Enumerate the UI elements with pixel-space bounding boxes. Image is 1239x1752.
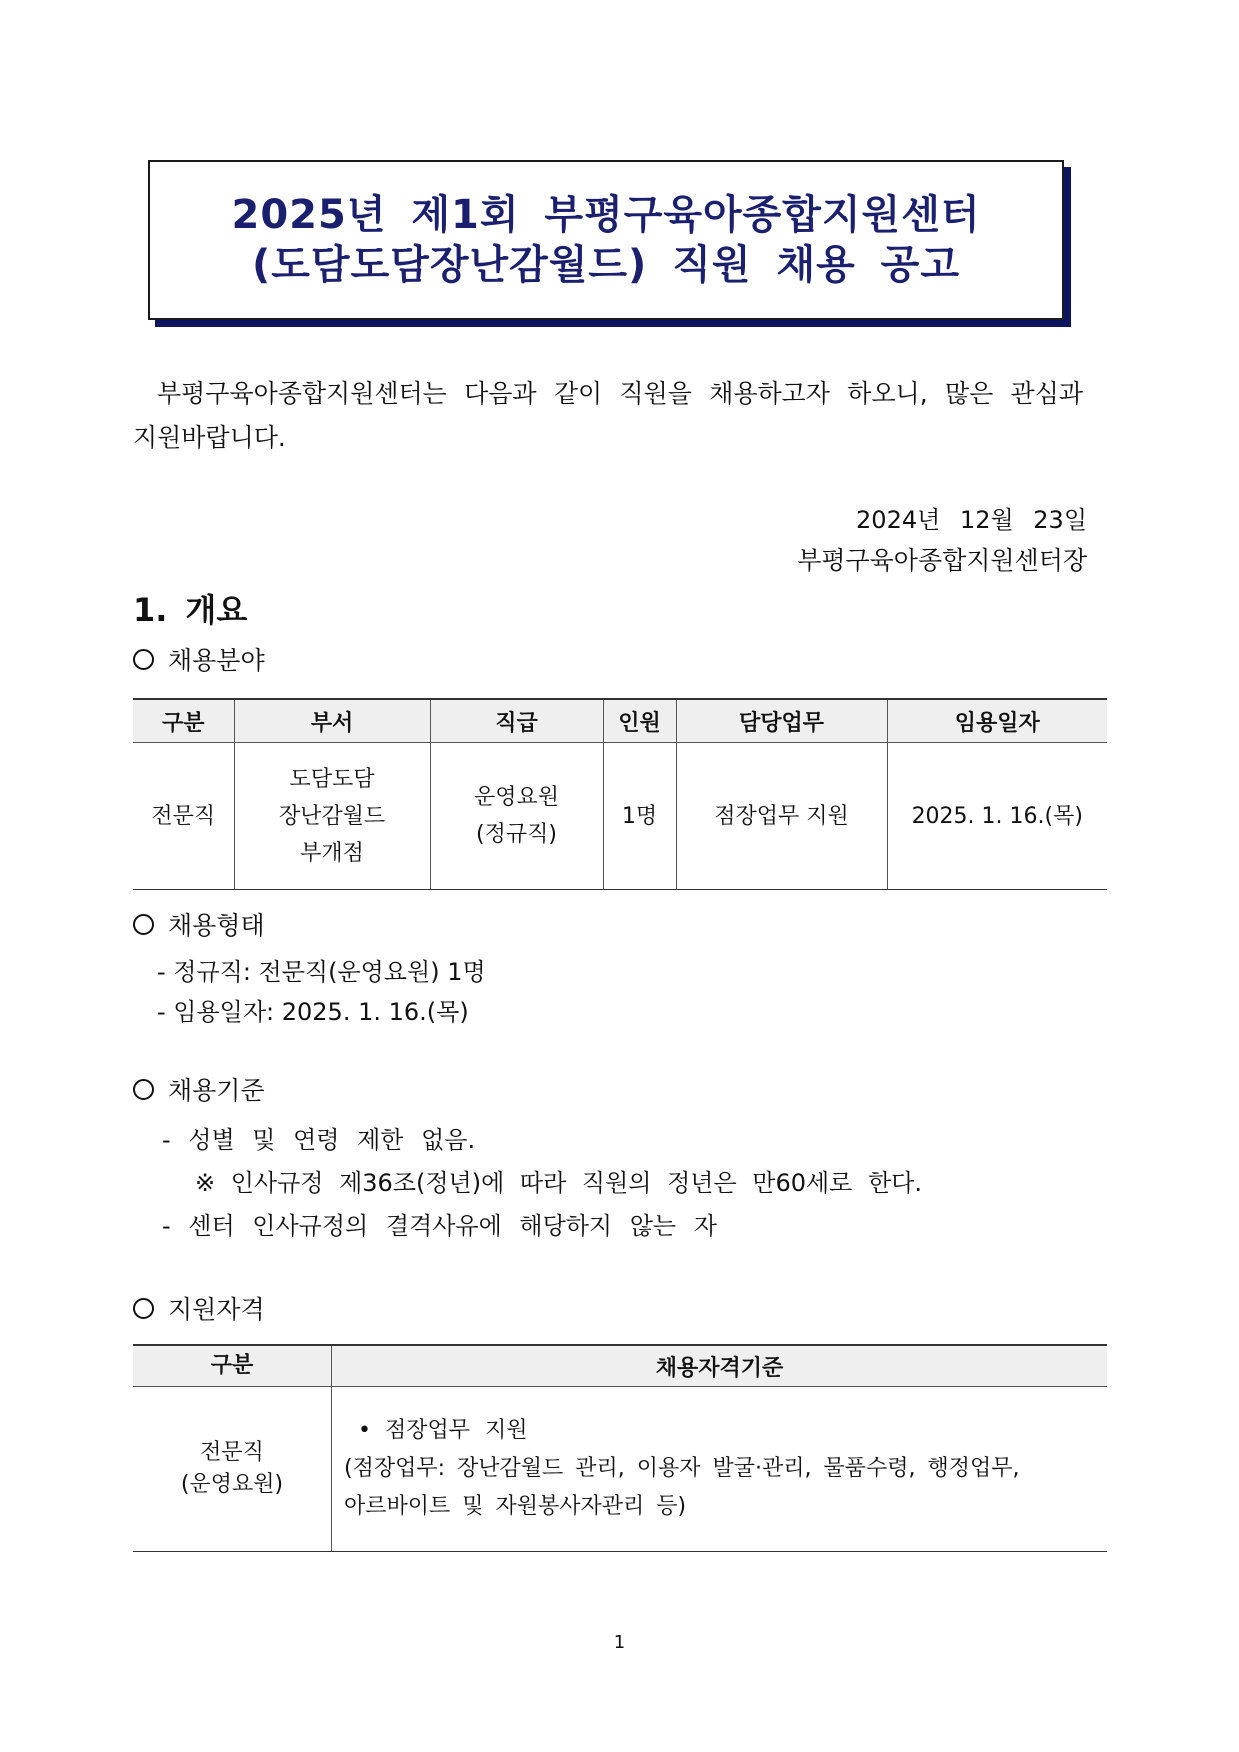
table-header: 담당업무 bbox=[676, 699, 887, 743]
category-line: (운영요원) bbox=[180, 1472, 284, 1497]
recruit-type-heading bbox=[133, 906, 265, 942]
criteria-bullet bbox=[344, 1412, 1106, 1450]
table-header: 채용자격기준 bbox=[332, 1345, 1108, 1387]
qualification-label: 지원자격 bbox=[168, 1295, 265, 1324]
recruit-field-table bbox=[133, 698, 1107, 890]
intro-line-1: 부평구육아종합지원센터는 다음과 같이 직원을 채용하고자 하오니, 많은 관심과 bbox=[157, 379, 1083, 408]
table-header: 임용일자 bbox=[887, 699, 1107, 743]
title-line-1: 2025년 제1회 부평구육아종합지원센터 bbox=[231, 192, 981, 238]
qualification-heading bbox=[133, 1290, 265, 1326]
recruit-type-label: 채용형태 bbox=[168, 911, 265, 940]
table-header-row bbox=[133, 699, 1107, 743]
announcement-date: 2024년 12월 23일 bbox=[856, 506, 1087, 534]
criteria-note: ※ 인사규정 제36조(정년)에 따라 직원의 정년은 만60세로 한다. bbox=[195, 1169, 922, 1197]
category-line: 전문직 bbox=[200, 1440, 264, 1465]
recruit-field-label: 채용분야 bbox=[168, 646, 265, 675]
section-title: 개요 bbox=[185, 591, 248, 629]
circle-icon bbox=[133, 914, 154, 935]
page-number: 1 bbox=[613, 1632, 626, 1653]
bullet-text: 점장업무 지원 bbox=[384, 1418, 528, 1443]
table-row bbox=[133, 1387, 1107, 1552]
circle-icon bbox=[133, 1298, 154, 1319]
criteria-item: - 성별 및 연령 제한 없음. bbox=[162, 1126, 476, 1154]
cell-dept bbox=[234, 743, 430, 890]
title-box bbox=[148, 160, 1064, 320]
criteria-item: - 센터 인사규정의 결격사유에 해당하지 않는 자 bbox=[162, 1212, 717, 1240]
circle-icon bbox=[133, 1079, 154, 1100]
intro-paragraph bbox=[133, 372, 1083, 460]
table-header: 구분 bbox=[133, 1345, 332, 1387]
title-line-2: (도담도담장난감월드) 직원 채용 공고 bbox=[252, 242, 960, 288]
cell-category: 전문직 bbox=[133, 743, 234, 890]
cell-count: 1명 bbox=[603, 743, 676, 890]
table-row bbox=[133, 743, 1107, 890]
cell-criteria bbox=[332, 1387, 1108, 1552]
cell-start-date: 2025. 1. 16.(목) bbox=[887, 743, 1107, 890]
recruit-type-item: - 정규직: 전문직(운영요원) 1명 bbox=[157, 958, 486, 986]
recruit-type-item: - 임용일자: 2025. 1. 16.(목) bbox=[157, 998, 469, 1026]
qualification-table bbox=[133, 1344, 1107, 1552]
table-header: 구분 bbox=[133, 699, 234, 743]
rank-line: 운영요원 bbox=[473, 785, 559, 810]
circle-icon bbox=[133, 649, 154, 670]
dept-line: 도담도담 bbox=[289, 766, 375, 792]
recruit-criteria-heading bbox=[133, 1071, 265, 1107]
table-header: 직급 bbox=[430, 699, 603, 743]
criteria-detail: (점장업무: 장난감월드 관리, 이용자 발굴·관리, 물품수령, 행정업무, bbox=[344, 1456, 1020, 1481]
recruit-field-heading bbox=[133, 641, 265, 677]
cell-duty: 점장업무 지원 bbox=[676, 743, 887, 890]
table-header: 부서 bbox=[234, 699, 430, 743]
dept-line: 부개점 bbox=[300, 840, 364, 866]
criteria-detail: 아르바이트 및 자원봉사자관리 등) bbox=[344, 1494, 687, 1519]
cell-category bbox=[133, 1387, 332, 1552]
section-heading bbox=[133, 585, 247, 631]
table-header: 인원 bbox=[603, 699, 676, 743]
cell-rank bbox=[430, 743, 603, 890]
rank-line: (정규직) bbox=[476, 822, 557, 847]
dept-line: 장난감월드 bbox=[278, 803, 386, 829]
intro-line-2: 지원바랍니다. bbox=[133, 423, 286, 452]
table-header-row bbox=[133, 1345, 1107, 1387]
section-number: 1. bbox=[133, 591, 168, 629]
org-signature: 부평구육아종합지원센터장 bbox=[797, 546, 1087, 575]
recruit-criteria-label: 채용기준 bbox=[168, 1076, 265, 1105]
bullet-icon: • bbox=[358, 1418, 371, 1443]
